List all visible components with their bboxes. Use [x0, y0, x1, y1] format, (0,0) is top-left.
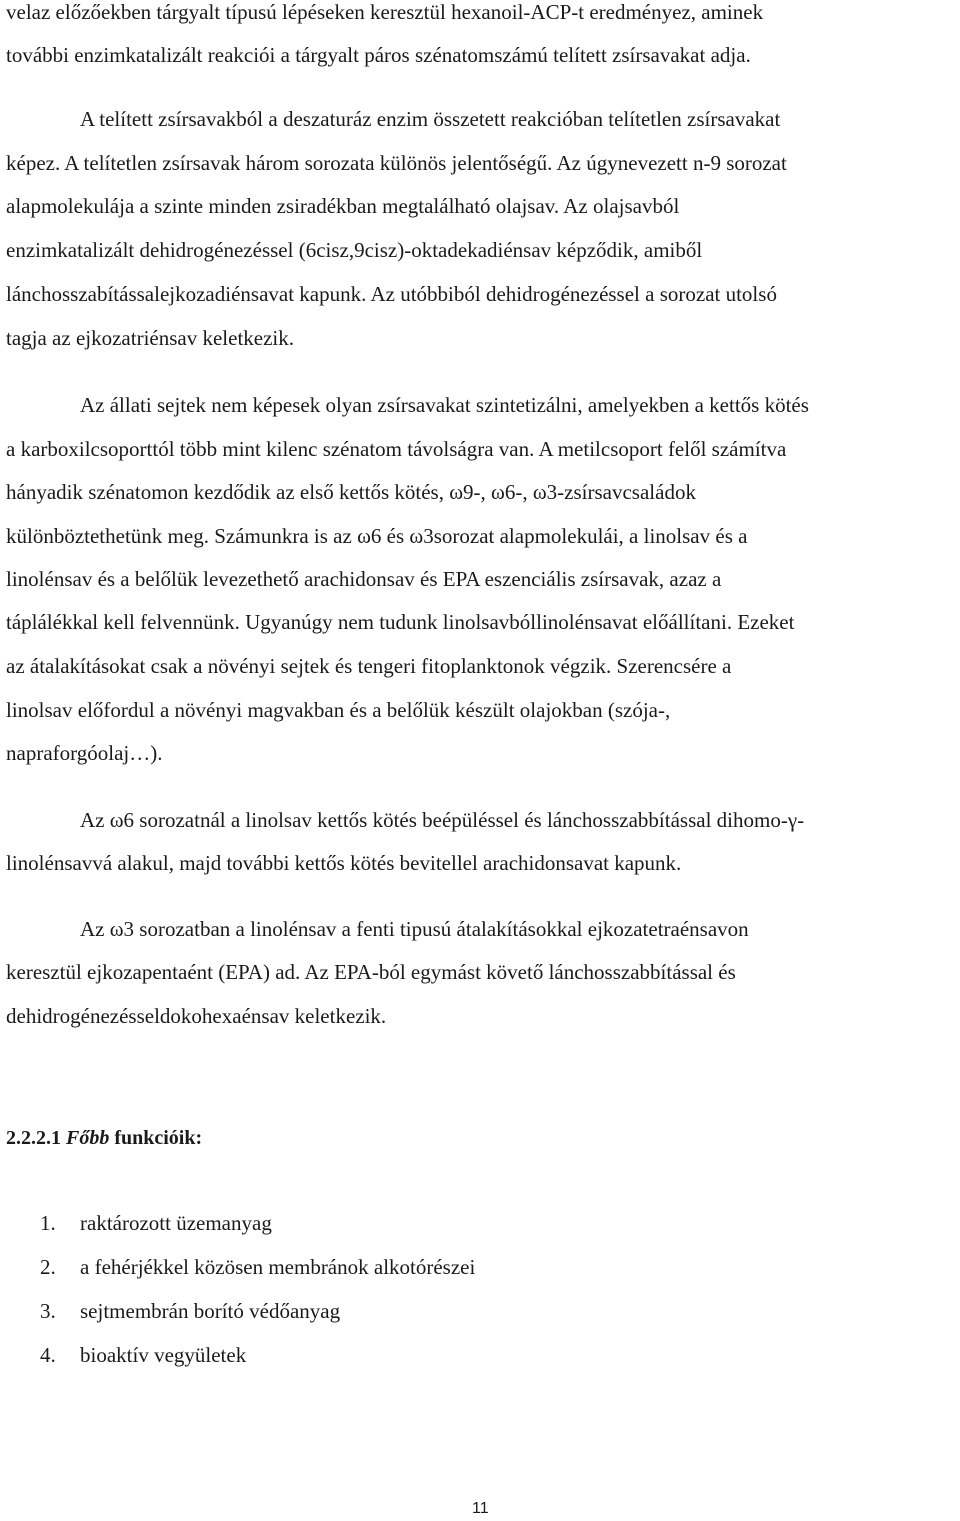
section-number: 2.2.2.1	[6, 1127, 61, 1149]
text-line: hányadik szénatomon kezdődik az első kettős kötés, ω9-, ω6-, ω3-zsírsavcsaládok	[6, 480, 696, 504]
text-line: velaz előzőekben tárgyalt típusú lépéseken keresztül hexanoil-ACP-t eredményez, aminek	[6, 0, 764, 24]
section-title-italic: Főbb	[66, 1127, 110, 1149]
text-line: Az ω3 sorozatban a linolénsav a fenti tipusú átalakításokkal ejkozatetraénsavon	[80, 917, 749, 941]
list-item-number: 4.	[40, 1343, 56, 1367]
text-line: alapmolekulája a szinte minden zsiradékban megtalálható olajsav. Az olajsavból	[6, 194, 680, 218]
text-line: lánchosszabítássalejkozadiénsavat kapunk. Az utóbbiból dehidrogénezéssel a sorozat utolsó	[6, 282, 777, 306]
text-line: napraforgóolaj…).	[6, 741, 163, 765]
text-line: táplálékkal kell felvennünk. Ugyanúgy nem tudunk linolsavbóllinolénsavat előállítani. Ezeket	[6, 610, 795, 634]
text-line: linolsav előfordul a növényi magvakban és a belőlük készült olajokban (szója-,	[6, 698, 671, 722]
text-line: Az ω6 sorozatnál a linolsav kettős kötés beépüléssel és lánchosszabbítással dihomo-γ-	[80, 808, 805, 832]
list-item-text: bioaktív vegyületek	[80, 1343, 247, 1367]
list-item-text: sejtmembrán borító védőanyag	[80, 1299, 341, 1323]
text-line: dehidrogénezésseldokohexaénsav keletkezik.	[6, 1004, 387, 1028]
text-line: A telített zsírsavakból a deszaturáz enzim összetett reakcióban telítetlen zsírsavakat	[80, 107, 781, 131]
text-line: a karboxilcsoporttól több mint kilenc szénatom távolságra van. A metilcsoport felől számítva	[6, 437, 787, 461]
page-number: 11	[472, 1500, 489, 1517]
list-item	[6, 1255, 706, 1281]
text-line: enzimkatalizált dehidrogénezéssel (6cisz,9cisz)-oktadekadiénsav képződik, amiből	[6, 238, 703, 262]
text-line: keresztül ejkozapentaént (EPA) ad. Az EPA-ból egymást követő lánchosszabbítással és	[6, 960, 736, 984]
list-item	[6, 1299, 706, 1325]
list-item-number: 2.	[40, 1255, 56, 1279]
section-title-rest: funkcióik:	[114, 1127, 203, 1149]
list-item-number: 1.	[40, 1211, 56, 1235]
text-line: különböztethetünk meg. Számunkra is az ω6 és ω3sorozat alapmolekulái, a linolsav és a	[6, 524, 748, 548]
section-heading	[6, 1127, 202, 1150]
list-item	[6, 1343, 706, 1369]
text-line: további enzimkatalizált reakciói a tárgyalt páros szénatomszámú telített zsírsavakat adja.	[6, 43, 751, 67]
list-item	[6, 1211, 706, 1237]
text-line: linolénsavvá alakul, majd további kettős kötés bevitellel arachidonsavat kapunk.	[6, 851, 682, 875]
text-line: képez. A telítetlen zsírsavak három sorozata különös jelentőségű. Az úgynevezett n-9 sorozat	[6, 151, 787, 175]
list-item-number: 3.	[40, 1299, 56, 1323]
text-line: az átalakításokat csak a növényi sejtek és tengeri fitoplanktonok végzik. Szerencsére a	[6, 654, 732, 678]
text-line: tagja az ejkozatriénsav keletkezik.	[6, 326, 295, 350]
list-item-text: a fehérjékkel közösen membránok alkotórészei	[80, 1255, 476, 1279]
list-item-text: raktározott üzemanyag	[80, 1211, 272, 1235]
text-line: Az állati sejtek nem képesek olyan zsírsavakat szintetizálni, amelyekben a kettős kötés	[80, 393, 809, 417]
text-line: linolénsav és a belőlük levezethető arachidonsav és EPA eszenciális zsírsavak, azaz a	[6, 567, 722, 591]
